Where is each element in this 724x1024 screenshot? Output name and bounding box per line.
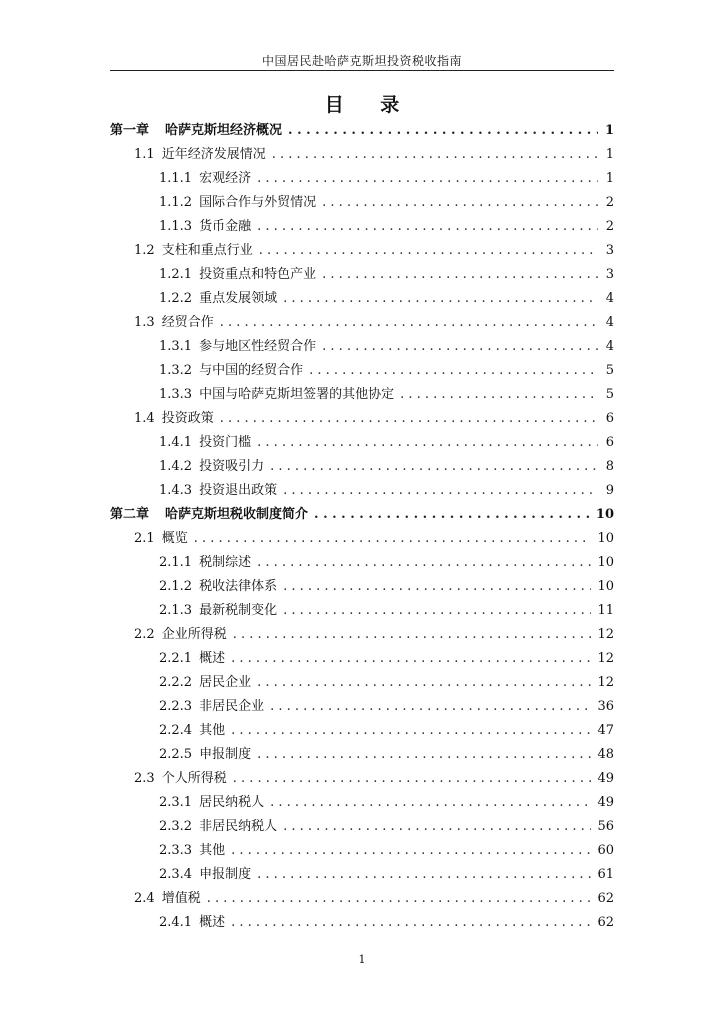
running-header: 中国居民赴哈萨克斯坦投资税收指南 (261, 54, 462, 68)
toc-entry-section[interactable]: 2.2 企业所得税 . . . 12 (134, 623, 614, 647)
toc-entry-subsection[interactable]: 2.1.3 最新税制变化 . . . 11 (159, 599, 614, 623)
toc-entry-subsection[interactable]: 2.4.1 概述 . . . 62 (159, 911, 614, 935)
toc-entry-subsection[interactable]: 2.1.1 税制综述 . . . 10 (159, 551, 614, 575)
toc-entry-section[interactable]: 1.1 近年经济发展情况 . . . 1 (134, 143, 614, 167)
toc-title: 目 录 (324, 94, 400, 116)
toc-entry-subsection[interactable]: 2.2.5 申报制度 . . . 48 (159, 743, 614, 767)
page-number: 1 (358, 953, 366, 966)
toc-entry-subsection[interactable]: 2.3.1 居民纳税人 . . . 49 (159, 791, 614, 815)
toc-entry-subsection[interactable]: 1.3.1 参与地区性经贸合作 . . . 4 (159, 335, 614, 359)
header-rule (110, 70, 614, 71)
toc-entry-section[interactable]: 2.3 个人所得税 . . . 49 (134, 767, 614, 791)
toc-entry-subsection[interactable]: 2.3.4 申报制度 . . . 61 (159, 863, 614, 887)
toc-entry-subsection[interactable]: 1.1.1 宏观经济 . . . 1 (159, 167, 614, 191)
toc-entry-section[interactable]: 2.1 概览 . . . 10 (134, 527, 614, 551)
toc-entry-subsection[interactable]: 1.3.2 与中国的经贸合作 . . . 5 (159, 359, 614, 383)
toc-entry-subsection[interactable]: 1.2.2 重点发展领域 . . . 4 (159, 287, 614, 311)
toc-entry-section[interactable]: 1.3 经贸合作 . . . 4 (134, 311, 614, 335)
toc-entry-subsection[interactable]: 1.4.3 投资退出政策 . . . 9 (159, 479, 614, 503)
toc-entry-subsection[interactable]: 1.1.2 国际合作与外贸情况 . . . 2 (159, 191, 614, 215)
toc-entry-chapter-1[interactable]: 第一章 哈萨克斯坦经济概况 . . . 1 (110, 119, 614, 143)
toc-entry-subsection[interactable]: 1.3.3 中国与哈萨克斯坦签署的其他协定 . . . 5 (159, 383, 614, 407)
toc-entry-subsection[interactable]: 2.1.2 税收法律体系 . . . 10 (159, 575, 614, 599)
toc-entry-section[interactable]: 1.4 投资政策 . . . 6 (134, 407, 614, 431)
toc-entry-subsection[interactable]: 2.2.2 居民企业 . . . 12 (159, 671, 614, 695)
toc-entry-subsection[interactable]: 2.3.3 其他 . . . 60 (159, 839, 614, 863)
toc-entry-subsection[interactable]: 2.2.4 其他 . . . 47 (159, 719, 614, 743)
toc-entry-subsection[interactable]: 2.2.3 非居民企业 . . . 36 (159, 695, 614, 719)
toc-entry-section[interactable]: 1.2 支柱和重点行业 . . . 3 (134, 239, 614, 263)
toc-entry-subsection[interactable]: 2.3.2 非居民纳税人 . . . 56 (159, 815, 614, 839)
toc-entry-chapter-2[interactable]: 第二章 哈萨克斯坦税收制度简介 . . . 10 (110, 503, 614, 527)
toc-entry-subsection[interactable]: 2.2.1 概述 . . . 12 (159, 647, 614, 671)
toc-entry-subsection[interactable]: 1.1.3 货币金融 . . . 2 (159, 215, 614, 239)
toc-entry-subsection[interactable]: 1.2.1 投资重点和特色产业 . . . 3 (159, 263, 614, 287)
toc-entry-subsection[interactable]: 1.4.1 投资门槛 . . . 6 (159, 431, 614, 455)
toc-entry-subsection[interactable]: 1.4.2 投资吸引力 . . . 8 (159, 455, 614, 479)
toc-entry-section[interactable]: 2.4 增值税 . . . 62 (134, 887, 614, 911)
